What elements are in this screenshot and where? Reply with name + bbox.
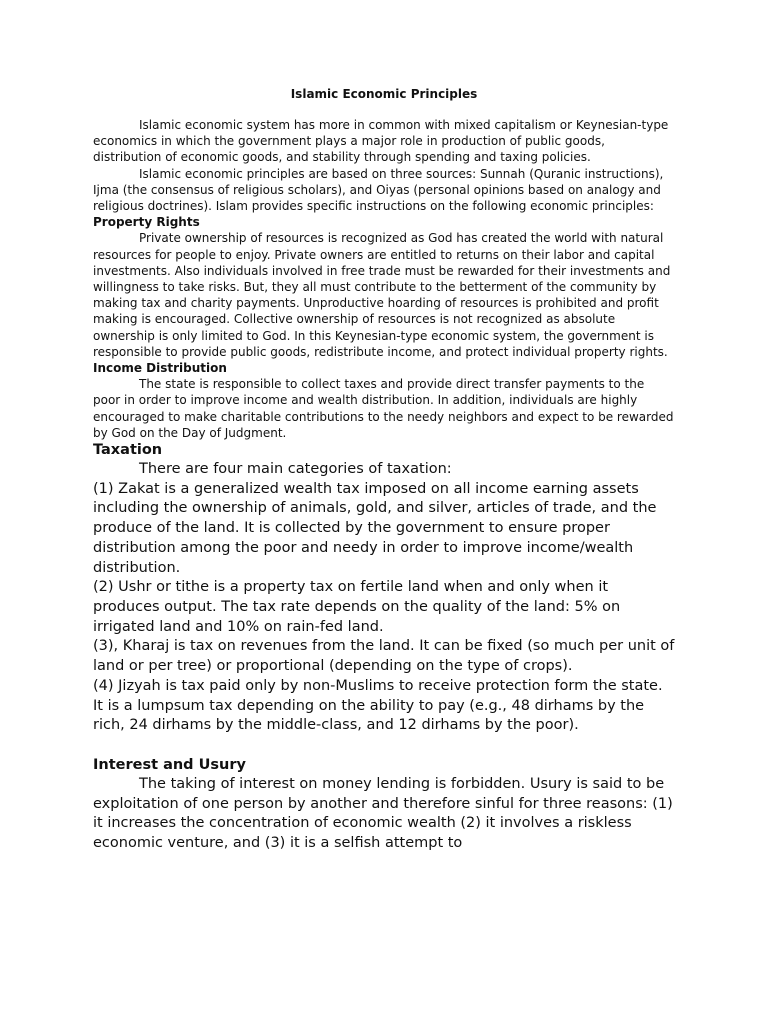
property-rights-body: Private ownership of resources is recognized as God has created the world with natural resources for people to enjoy. Private owners are entitled to returns on their labor and capital investments. Also individuals involved in free trade must be rewarded for their investments and willingness to take risks. But, they all must contribute to the betterment of the community by making tax and charity payments. Unproductive hoarding of resources is prohibited and profit making is encouraged. Collective ownership of resources is not recognized as absolute ownership is only limited to God. In this Keynesian-type economic system, the government is responsible to provide public goods, redistribute income, and protect individual property rights. (93, 231, 671, 359)
property-rights-heading: Property Rights (93, 215, 200, 230)
document-title: Islamic Economic Principles (290, 87, 478, 101)
taxation-item-zakat: (1) Zakat is a generalized wealth tax imposed on all income earning assets including the ownership of animals, gold, and silver, articles of trade, and the produce of the land. It is collected by the government to ensure proper distribution among the poor and needy in order to improve income/wealth distribution. (93, 480, 657, 576)
section-spacer (93, 736, 675, 756)
large-text-section (93, 441, 675, 854)
taxation-heading: Taxation (93, 442, 163, 459)
intro-paragraph-1: Islamic economic system has more in common with mixed capitalism or Keynesian-type economics in which the government plays a major role in production of public goods, distribution of economic goods, and stability through spending and taxing policies. (93, 118, 669, 165)
interest-usury-heading: Interest and Usury (93, 756, 246, 773)
income-distribution-heading: Income Distribution (93, 361, 227, 376)
taxation-item-kharaj: (3), Kharaj is tax on revenues from the land. It can be fixed (so much per unit of land or per tree) or proportional (depending on the type of crops). (93, 638, 675, 675)
taxation-item-jizyah: (4) Jizyah is tax paid only by non-Muslims to receive protection form the state. It is a lumpsum tax depending on the ability to pay (e.g., 48 dirhams by the rich, 24 dirhams by the middle-class, and 12 dirhams by the poor). (93, 677, 663, 734)
income-distribution-body: The state is responsible to collect taxes and provide direct transfer payments to the poor in order to improve income and wealth distribution. In addition, individuals are highly encouraged to make charitable contributions to the needy neighbors and expect to be rewarded by God on the Day of Judgment. (93, 377, 674, 440)
small-text-section (93, 117, 675, 441)
interest-usury-body: The taking of interest on money lending is forbidden. Usury is said to be exploitation of one person by another and therefore sinful for three reasons: (1) it increases the concentration of economic wealth (2) it involves a riskless economic venture, and (3) it is a selfish attempt to (93, 775, 673, 852)
taxation-item-ushr: (2) Ushr or tithe is a property tax on fertile land when and only when it produces output. The tax rate depends on the quality of the land: 5% on irrigated land and 10% on rain-fed land. (93, 579, 621, 635)
taxation-intro: There are four main categories of taxation: (139, 461, 452, 478)
intro-paragraph-2: Islamic economic principles are based on three sources: Sunnah (Quranic instructions), Ijma (the consensus of religious scholars), and Oiyas (personal opinions based on analogy and religious doctrines). Islam provides specific instructions on the following economic principles: (93, 166, 664, 214)
